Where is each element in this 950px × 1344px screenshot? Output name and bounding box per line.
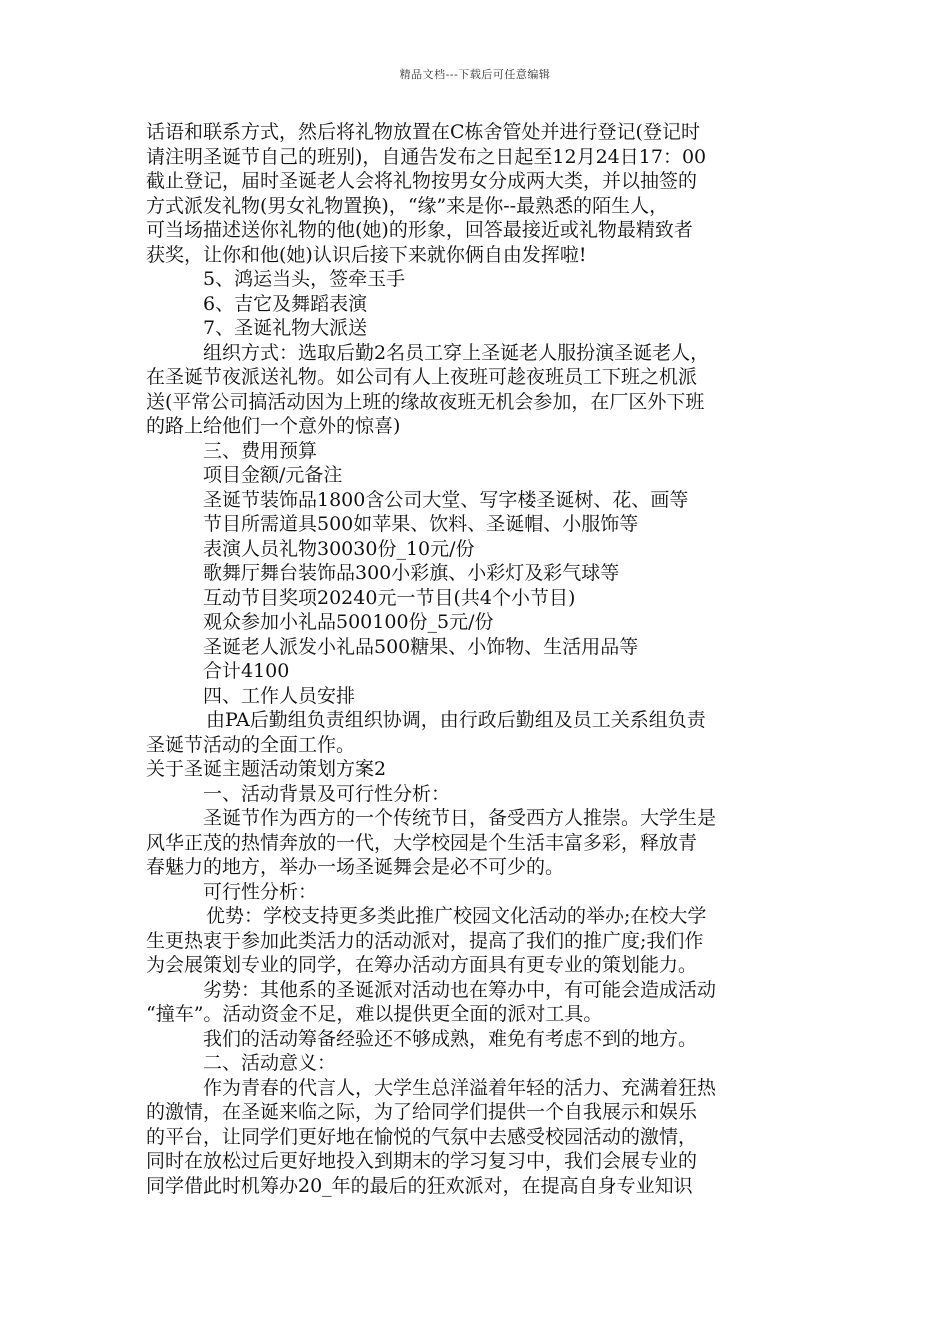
list-item: 6、吉它及舞蹈表演 <box>203 292 368 315</box>
budget-row: 圣诞节装饰品1800含公司大堂、写字楼圣诞树、花、画等 <box>203 488 689 511</box>
paragraph-start: 组织方式：选取后勤2名员工穿上圣诞老人服扮演圣诞老人， <box>203 341 710 364</box>
paragraph-start: 我们的活动筹备经验还不够成熟，难免有考虑不到的地方。 <box>203 1027 698 1050</box>
body-line: 风华正茂的热情奔放的一代，大学校园是个生活丰富多彩，释放青 <box>146 831 698 854</box>
budget-row: 表演人员礼物30030份_10元/份 <box>203 537 475 560</box>
page-header: 精品文档---下载后可任意编辑 <box>399 68 551 81</box>
section-heading: 二、活动意义： <box>203 1052 337 1074</box>
section-heading: 三、费用预算 <box>203 439 318 462</box>
paragraph-start: 作为青春的代言人，大学生总洋溢着年轻的活力、充满着狂热 <box>203 1076 717 1099</box>
body-line: “撞车”。活动资金不足，难以提供更全面的派对工具。 <box>146 1003 603 1025</box>
section-heading: 四、工作人员安排 <box>203 684 356 707</box>
subsection-heading: 可行性分析： <box>203 880 318 903</box>
body-line: 春魅力的地方，举办一场圣诞舞会是必不可少的。 <box>146 856 565 878</box>
budget-row: 歌舞厅舞台装饰品300小彩旗、小彩灯及彩气球等 <box>203 562 620 584</box>
body-line: 请注明圣诞节自己的班别)，自通告发布之日起至12月24日17：00 <box>146 145 707 168</box>
body-line: 方式派发礼物(男女礼物置换)，“缘”来是你--最熟悉的陌生人， <box>146 194 669 217</box>
body-line: 截止登记，届时圣诞老人会将礼物按男女分成两大类，并以抽签的 <box>146 170 698 192</box>
document-title: 关于圣诞主题活动策划方案2 <box>146 758 387 780</box>
paragraph-start: 由PA后勤组负责组织协调，由行政后勤组及员工关系组负责 <box>206 709 706 731</box>
budget-row: 节目所需道具500如苹果、饮料、圣诞帽、小服饰等 <box>203 513 639 535</box>
budget-header: 项目金额/元备注 <box>203 464 343 486</box>
body-line: 为会展策划专业的同学，在筹办活动方面具有更专业的策划能力。 <box>146 954 698 976</box>
body-line: 圣诞节活动的全面工作。 <box>146 733 356 756</box>
budget-row: 圣诞老人派发小礼品500糖果、小饰物、生活用品等 <box>203 635 639 658</box>
body-line: 可当场描述送你礼物的他(她)的形象，回答最接近或礼物最精致者 <box>146 219 693 241</box>
body-line: 的平台，让同学们更好地在愉悦的气氛中去感受校园活动的激情， <box>146 1125 698 1148</box>
paragraph-start: 优势：学校支持更多类此推广校园文化活动的举办;在校大学 <box>206 905 707 927</box>
body-line: 在圣诞节夜派送礼物。如公司有人上夜班可趁夜班员工下班之机派 <box>146 366 698 388</box>
budget-total: 合计4100 <box>203 660 290 682</box>
paragraph-start: 劣势：其他系的圣诞派对活动也在筹办中，有可能会造成活动 <box>203 978 717 1001</box>
body-line: 生更热衷于参加此类活力的活动派对，提高了我们的推广度;我们作 <box>146 929 704 952</box>
body-line: 同时在放松过后更好地投入到期末的学习复习中，我们会展专业的 <box>146 1150 698 1172</box>
section-heading: 一、活动背景及可行性分析： <box>203 782 451 805</box>
budget-row: 互动节目奖项20240元一节目(共4个小节目) <box>203 586 576 609</box>
body-line: 话语和联系方式，然后将礼物放置在C栋舍管处并进行登记(登记时 <box>146 121 700 143</box>
budget-row: 观众参加小礼品500100份_5元/份 <box>203 611 494 633</box>
body-line: 的激情，在圣诞来临之际，为了给同学们提供一个自我展示和娱乐 <box>146 1101 698 1123</box>
paragraph-start: 圣诞节作为西方的一个传统节日，备受西方人推崇。大学生是 <box>203 807 717 829</box>
list-item: 5、鸿运当头，签牵玉手 <box>203 268 406 290</box>
list-item: 7、圣诞礼物大派送 <box>203 317 368 339</box>
body-line: 获奖，让你和他(她)认识后接下来就你俩自由发挥啦! <box>146 243 587 266</box>
document-body <box>146 120 806 1198</box>
body-line: 送(平常公司搞活动因为上班的缘故夜班无机会参加，在厂区外下班 <box>146 390 705 413</box>
body-line: 的路上给他们一个意外的惊喜) <box>146 415 401 437</box>
body-line: 同学借此时机筹办20_年的最后的狂欢派对，在提高自身专业知识 <box>146 1174 693 1197</box>
